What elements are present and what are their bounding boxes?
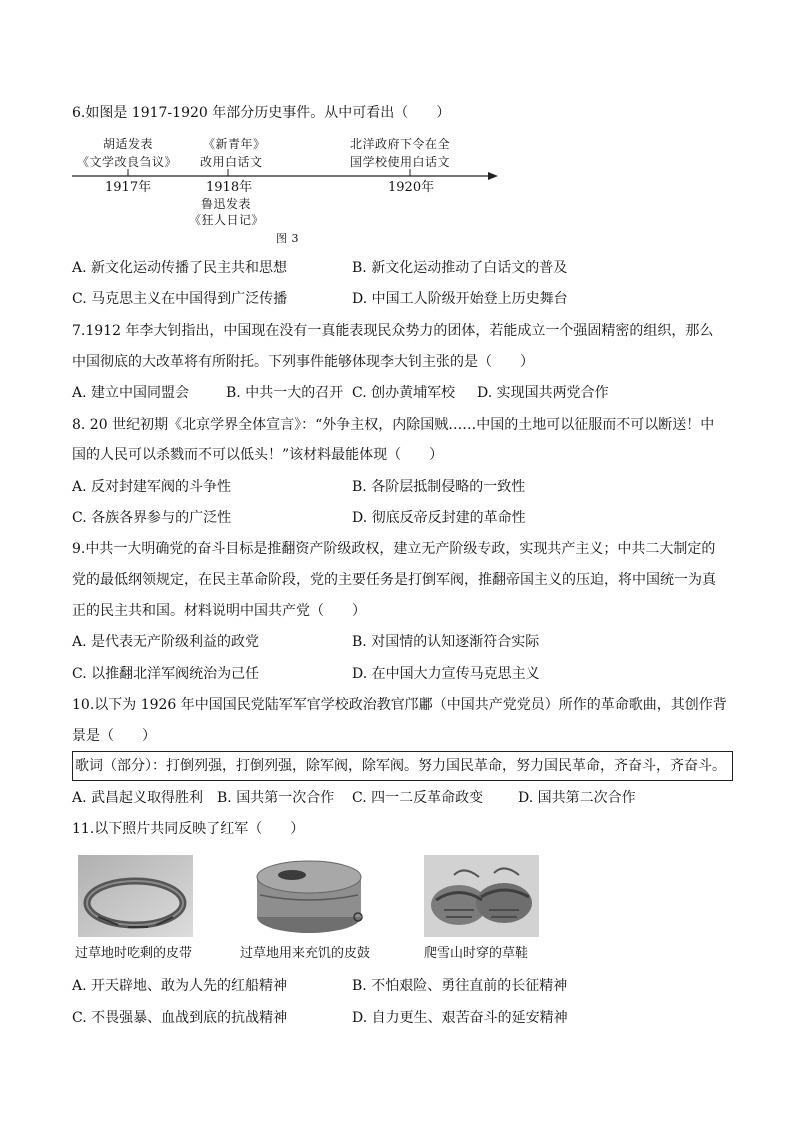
q11-stem: 11.以下照片共同反映了红军（ ）	[72, 821, 305, 837]
q10-option-b[interactable]: B. 国共第一次合作	[217, 790, 335, 806]
q8-option-d[interactable]: D. 彻底反帝反封建的革命性	[352, 510, 526, 526]
timeline-1920-label-line2: 国学校使用白话文	[350, 155, 451, 169]
q10-option-a[interactable]: A. 武昌起义取得胜利	[72, 790, 204, 806]
figure-label: 图 3	[276, 232, 299, 245]
q8-option-c[interactable]: C. 各族各界参与的广泛性	[72, 510, 232, 526]
timeline-year-1918: 1918年	[206, 180, 253, 195]
drum-photo	[250, 855, 368, 937]
q9-option-d[interactable]: D. 在中国大力宣传马克思主义	[352, 666, 540, 682]
timeline-1920-label-line1: 北洋政府下令在全	[350, 137, 451, 151]
q11-option-d[interactable]: D. 自力更生、艰苦奋斗的延安精神	[352, 1010, 568, 1026]
q7-option-d[interactable]: D. 实现国共两党合作	[477, 385, 609, 401]
q9-option-c[interactable]: C. 以推翻北洋军阀统治为己任	[72, 666, 260, 682]
straw-shoes-photo	[424, 855, 539, 937]
q10-option-c[interactable]: C. 四一二反革命政变	[352, 790, 484, 806]
timeline-year-1917: 1917年	[105, 180, 152, 195]
timeline-1918-label-line2: 改用白话文	[200, 155, 263, 169]
q7-stem-line2: 中国彻底的大改革将有所附托。下列事件能够体现李大钊主张的是（ ）	[72, 354, 534, 370]
q6-option-a[interactable]: A. 新文化运动传播了民主共和思想	[72, 260, 288, 276]
q6-option-b[interactable]: B. 新文化运动推动了白话文的普及	[352, 260, 568, 276]
q6-option-c[interactable]: C. 马克思主义在中国得到广泛传播	[72, 291, 288, 307]
q8-stem-line1: 8. 20 世纪初期《北京学界全体宣言》：“外争主权，内除国贼……中国的土地可以征服而不可以断送！中	[72, 417, 715, 433]
timeline-1917-label-line2: 《文学改良刍议》	[77, 155, 178, 169]
q9-option-a[interactable]: A. 是代表无产阶级利益的政党	[72, 634, 260, 650]
timeline-1918-label-line1: 《新青年》	[203, 137, 266, 151]
q8-stem-line2: 国的人民可以杀戮而不可以低头！”该材料最能体现（ ）	[72, 447, 444, 463]
q6-option-d[interactable]: D. 中国工人阶级开始登上历史舞台	[352, 291, 568, 307]
q10-stem-line1: 10.以下为 1926 年中国国民党陆军军官学校政治教官邝鄘（中国共产党党员）所作的革命歌曲，其创作背	[72, 697, 727, 713]
timeline-year-1920: 1920年	[388, 180, 435, 195]
timeline-1917-label-line1: 胡适发表	[103, 137, 154, 151]
drum-caption: 过草地用来充饥的皮鼓	[240, 946, 371, 961]
lyrics-box	[72, 751, 733, 781]
q11-option-c[interactable]: C. 不畏强暴、血战到底的抗战精神	[72, 1010, 288, 1026]
q7-stem-line1: 7.1912 年李大钊指出，中国现在没有一真能表现民众势力的团体，若能成立一个强固精密的组织，那么	[72, 323, 714, 339]
q6-stem: 6.如图是 1917-1920 年部分历史事件。从中可看出（ ）	[72, 105, 451, 121]
q9-stem-line2: 党的最低纲领规定，在民主革命阶段，党的主要任务是打倒军阀，推翻帝国主义的压迫，将中国统一为真	[72, 572, 716, 588]
q9-stem-line3: 正的民主共和国。材料说明中国共产党（ ）	[72, 603, 366, 619]
q9-option-b[interactable]: B. 对国情的认知逐渐符合实际	[352, 634, 540, 650]
timeline-1918-below-line1: 鲁迅发表	[201, 197, 252, 211]
q11-option-a[interactable]: A. 开天辟地、敢为人先的红船精神	[72, 978, 288, 994]
q7-option-c[interactable]: C. 创办黄埔军校	[352, 385, 456, 401]
q10-option-d[interactable]: D. 国共第二次合作	[518, 790, 636, 806]
timeline-1918-below-line2: 《狂人日记》	[189, 213, 265, 227]
q11-option-b[interactable]: B. 不怕艰险、勇往直前的长征精神	[352, 978, 568, 994]
q10-stem-line2: 景是（ ）	[72, 728, 156, 744]
belt-caption: 过草地时吃剩的皮带	[75, 946, 193, 961]
q8-option-b[interactable]: B. 各阶层抵制侵略的一致性	[352, 479, 526, 495]
lyrics-text: 歌词（部分）：打倒列强，打倒列强，除军阀，除军阀。努力国民革命，努力国民革命，齐奋斗，齐奋斗。	[75, 758, 726, 774]
q8-option-a[interactable]: A. 反对封建军阀的斗争性	[72, 479, 232, 495]
belt-photo	[78, 855, 193, 937]
q9-stem-line1: 9.中共一大明确党的奋斗目标是推翻资产阶级政权，建立无产阶级专政，实现共产主义；中共二大制定的	[72, 541, 716, 557]
q7-option-a[interactable]: A. 建立中国同盟会	[72, 385, 190, 401]
straw-shoes-caption: 爬雪山时穿的草鞋	[424, 946, 529, 961]
q7-option-b[interactable]: B. 中共一大的召开	[226, 385, 344, 401]
